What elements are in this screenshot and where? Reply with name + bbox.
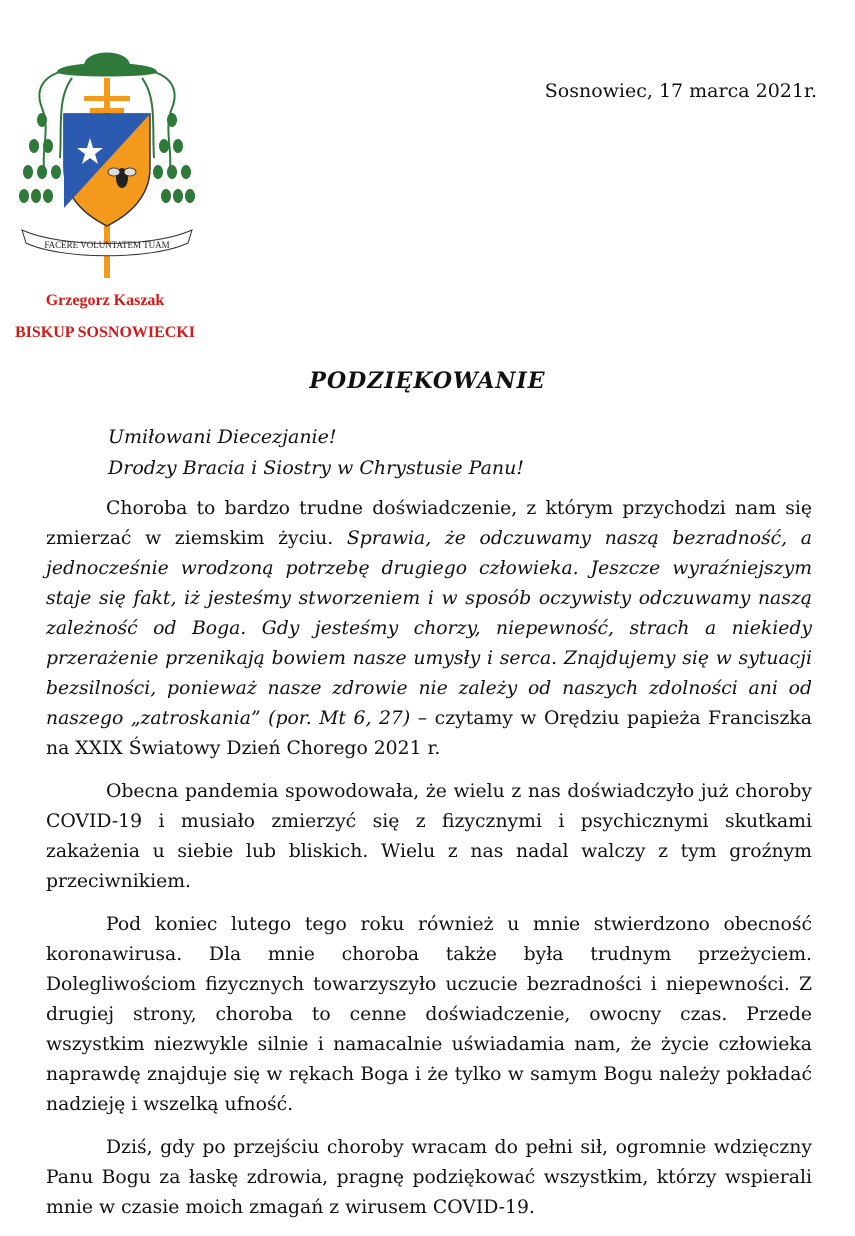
greeting [108, 422, 524, 484]
letter-title: PODZIĘKOWANIE [309, 368, 546, 394]
paragraph-1 [46, 494, 812, 764]
paragraph-4: Dziś, gdy po przejściu choroby wracam do pełni sił, ogromnie wdzięczny Panu Bogu za łaskę zdrowia, pragnę podziękować wszystkim, którzy wspierali mnie w czasie moich zmagań z wirusem COVID-19. [46, 1137, 812, 1218]
paragraph-2: Obecna pandemia spowodowała, że wielu z nas doświadczyło już choroby COVID-19 i musiało zmierzyć się z fizycznymi i psychicznymi skutkami zakażenia u siebie lub bliskich. Wielu z nas nadal walczy z tym groźnym przeciwnikiem. [46, 781, 812, 892]
letter-body [46, 494, 812, 1236]
author-name: Grzegorz Kaszak [45, 292, 165, 309]
greeting-line-2: Drodzy Bracia i Siostry w Chrystusie Panu! [108, 457, 525, 479]
hat-crown [84, 53, 130, 67]
paragraph-1-intro: Choroba to bardzo trudne doświadczenie, z którym przychodzi nam się zmierzać w ziemskim życiu. [46, 498, 812, 549]
coat-of-arms-logo [12, 38, 202, 278]
paragraph-1-quote: Sprawia, że odczuwamy naszą bezradność, a jednocześnie wrodzoną potrzebę drugiego człowieka. Jeszcze wyraźniejszym staje się fakt, iż jesteśmy stworzeniem i w sposób oczywisty odczuwamy naszą zależność od Boga. Gdy jesteśmy chorzy, niepewność, strach a niekiedy przerażenie przenikają bowiem nasze umysły i serca. Znajdujemy się w sytuacji bezsilności, ponieważ nasze zdrowie nie zależy od naszych zdolności ani od naszego „zatroskania” (por. Mt 6, 27) [46, 528, 812, 729]
motto-text: FACERE VOLUNTATEM TUAM [44, 240, 170, 250]
author-title: BISKUP SOSNOWIECKI [14, 324, 196, 341]
letter-date: Sosnowiec, 17 marca 2021r. [544, 80, 817, 102]
greeting-line-1: Umiłowani Diecezjanie! [108, 426, 337, 448]
paragraph-3: Pod koniec lutego tego roku również u mnie stwierdzono obecność koronawirusa. Dla mnie choroba także była trudnym przeżyciem. Dolegliwościom fizycznych towarzyszyło uczucie bezradności i niepewności. Z drugiej strony, choroba to cenne doświadczenie, owocny czas. Przede wszystkim niezwykle silnie i namacalnie uświadamia nam, że życie człowieka naprawdę znajduje się w rękach Boga i że tylko w samym Bogu należy pokładać nadzieję i wszelką ufność. [46, 914, 812, 1115]
paragraph-1-citation: – czytamy w Orędziu papieża Franciszka na XXIX Światowy Dzień Chorego 2021 r. [46, 708, 812, 759]
